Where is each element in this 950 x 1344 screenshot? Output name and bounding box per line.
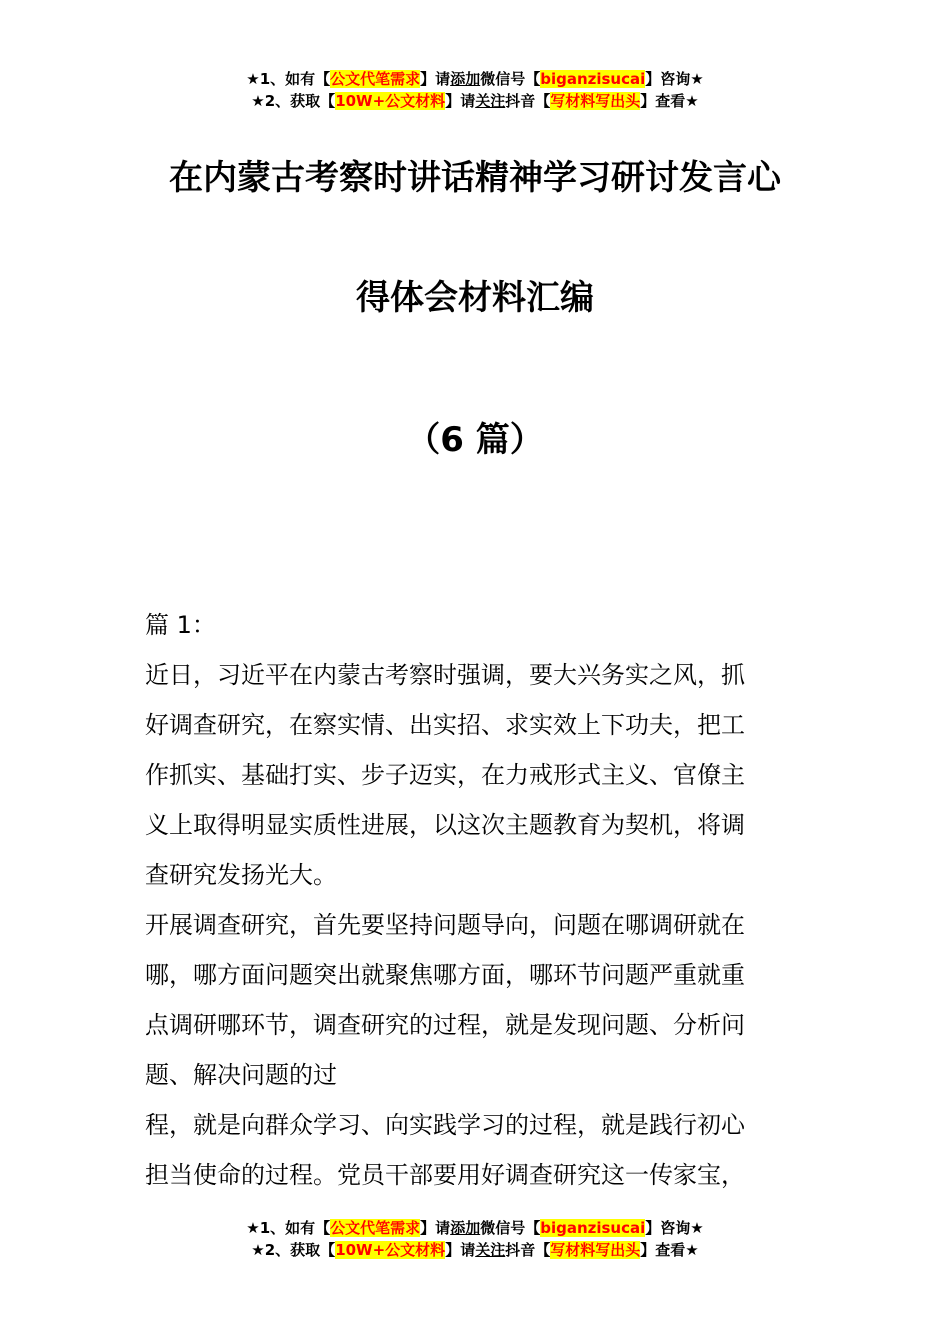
notice-text: 】查看★ <box>640 92 699 110</box>
body-line: 查研究发扬光大。 <box>145 861 337 889</box>
notice-text: 】请 <box>445 1241 476 1259</box>
body-line: 近日，习近平在内蒙古考察时强调，要大兴务实之风，抓 <box>145 661 745 689</box>
document-title-line-2: 得体会材料汇编 <box>356 278 594 318</box>
body-line: 开展调查研究，首先要坚持问题导向，问题在哪调研就在 <box>145 911 745 939</box>
body-line: 哪，哪方面问题突出就聚焦哪方面，哪环节问题严重就重 <box>145 961 745 989</box>
notice-line-1 <box>0 1217 950 1239</box>
notice-highlight: 写材料写出头 <box>550 92 641 110</box>
body-line: 义上取得明显实质性进展，以这次主题教育为契机，将调 <box>145 811 745 839</box>
notice-text: ★2、获取【 <box>251 92 336 110</box>
notice-text: ★1、如有【 <box>246 1219 331 1237</box>
document-body <box>145 600 810 1200</box>
notice-text: 】请 <box>445 92 476 110</box>
notice-line-2 <box>0 90 950 112</box>
document-title-line-1: 在内蒙古考察时讲话精神学习研讨发言心 <box>169 158 781 198</box>
notice-line-1 <box>0 68 950 90</box>
notice-text: 微信号【 <box>480 70 541 88</box>
notice-highlight: 公文代笔需求 <box>330 70 421 88</box>
notice-underline: 添加 <box>450 1219 481 1237</box>
notice-underline: 添加 <box>450 70 481 88</box>
body-line: 篇 1： <box>145 611 216 639</box>
notice-underline: 关注 <box>475 92 506 110</box>
notice-text: 】查看★ <box>640 1241 699 1259</box>
notice-text: 抖音【 <box>505 1241 551 1259</box>
notice-highlight: 10W+公文材料 <box>335 92 446 110</box>
notice-text: ★1、如有【 <box>246 70 331 88</box>
body-line: 担当使命的过程。党员干部要用好调查研究这一传家宝， <box>145 1161 745 1189</box>
notice-text: 】咨询★ <box>645 1219 704 1237</box>
notice-underline: 关注 <box>475 1241 506 1259</box>
notice-highlight: 10W+公文材料 <box>335 1241 446 1259</box>
notice-line-2 <box>0 1239 950 1261</box>
body-line: 点调研哪环节，调查研究的过程，就是发现问题、分析问 <box>145 1011 745 1039</box>
document-title-line-3: （6 篇） <box>406 420 544 460</box>
notice-highlight: 公文代笔需求 <box>330 1219 421 1237</box>
notice-highlight: 写材料写出头 <box>550 1241 641 1259</box>
top-notice <box>0 68 950 112</box>
notice-highlight: biganzisucai <box>540 70 646 88</box>
notice-highlight: biganzisucai <box>540 1219 646 1237</box>
notice-text: ★2、获取【 <box>251 1241 336 1259</box>
notice-text: 】请 <box>420 1219 451 1237</box>
body-line: 好调查研究，在察实情、出实招、求实效上下功夫，把工 <box>145 711 745 739</box>
notice-text: 抖音【 <box>505 92 551 110</box>
notice-text: 】请 <box>420 70 451 88</box>
body-line: 作抓实、基础打实、步子迈实，在力戒形式主义、官僚主 <box>145 761 745 789</box>
notice-text: 微信号【 <box>480 1219 541 1237</box>
body-line: 程，就是向群众学习、向实践学习的过程，就是践行初心 <box>145 1111 745 1139</box>
notice-text: 】咨询★ <box>645 70 704 88</box>
bottom-notice <box>0 1217 950 1261</box>
body-line: 题、解决问题的过 <box>145 1061 337 1089</box>
